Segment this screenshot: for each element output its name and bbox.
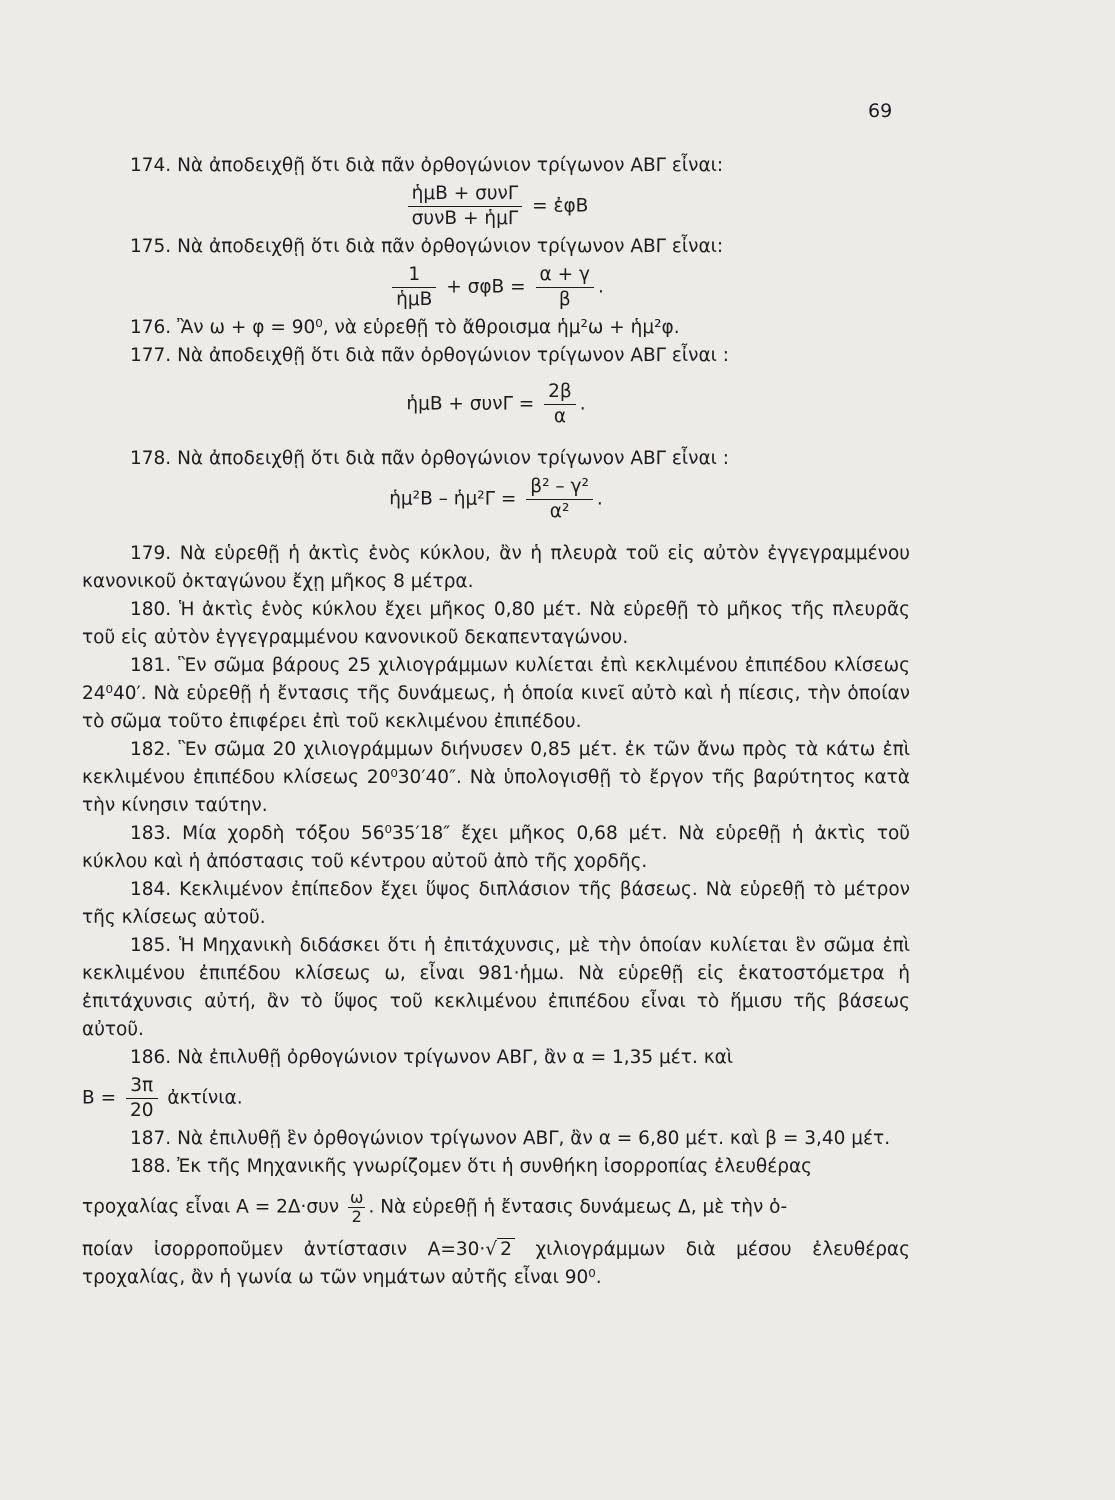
equation-178 <box>82 475 910 524</box>
equation-end: . <box>597 276 604 298</box>
text-segment: χιλιογράμμων διὰ μέσου ἐλευθέρας τροχαλίας, ἂν ἡ γωνία ω τῶν νημάτων αὐτῆς εἶναι 90⁰. <box>82 1239 910 1288</box>
problem-175: 175. Νὰ ἀποδειχθῇ ὅτι διὰ πᾶν ὀρθογώνιον τρίγωνον ΑΒΓ εἶναι: <box>130 236 724 257</box>
equation-lhs: Β = <box>82 1087 117 1109</box>
problem-186-continued <box>82 1074 910 1123</box>
equation-lhs: ἡμ²Β – ἡμ²Γ = <box>389 488 517 510</box>
problem-187: 187. Νὰ ἐπιλυθῇ ἓν ὀρθογώνιον τρίγωνον ΑΒΓ, ἂν α = 6,80 μέτ. καὶ β = 3,40 μέτ. <box>130 1128 891 1149</box>
problem-179: 179. Νὰ εὑρεθῇ ἡ ἀκτὶς ἑνὸς κύκλου, ἂν ἡ πλευρὰ τοῦ εἰς αὐτὸν ἐγγεγραμμένου κανονικοῦ ὀκταγώνου ἔχῃ μῆκος 8 μέτρα. <box>82 543 910 592</box>
denominator: α <box>544 404 576 429</box>
numerator: 3π <box>130 1075 154 1096</box>
numerator: β² – γ² <box>530 476 589 497</box>
equation-end: ἀκτίνια. <box>167 1087 243 1109</box>
equation-end: . <box>579 393 586 415</box>
fraction <box>126 1074 158 1123</box>
problem-184: 184. Κεκλιμένον ἐπίπεδον ἔχει ὕψος διπλάσιον τῆς βάσεως. Νὰ εὑρεθῇ τὸ μέτρον τῆς κλίσεως αὐτοῦ. <box>82 879 910 928</box>
problem-186: 186. Νὰ ἐπιλυθῇ ὀρθογώνιον τρίγωνον ΑΒΓ, ἂν α = 1,35 μέτ. καὶ <box>130 1047 734 1068</box>
problem-177: 177. Νὰ ἀποδειχθῇ ὅτι διὰ πᾶν ὀρθογώνιον τρίγωνον ΑΒΓ εἶναι : <box>130 345 730 366</box>
sqrt-argument: 2 <box>497 1238 515 1260</box>
numerator: 2β <box>548 381 572 402</box>
text-segment: ποίαν ἰσορροποῦμεν ἀντίστασιν Α=30·√ <box>82 1239 498 1260</box>
equation-175 <box>82 263 910 312</box>
fraction <box>408 182 523 231</box>
fraction <box>392 263 436 312</box>
problem-174: 174. Νὰ ἀποδειχθῇ ὅτι διὰ πᾶν ὀρθογώνιον τρίγωνον ΑΒΓ εἶναι: <box>130 155 724 176</box>
equation-end: . <box>596 488 603 510</box>
numerator: 1 <box>408 264 421 285</box>
problem-185: 185. Ἡ Μηχανικὴ διδάσκει ὅτι ἡ ἐπιτάχυνσις, μὲ τὴν ὁποίαν κυλίεται ἓν σῶμα ἐπὶ κεκλιμένου ἐπιπέδου κλίσεως ω, εἶναι 981·ἡμω. Νὰ εὑρεθῇ εἰς ἑκατοστόμετρα ἡ ἐπιτάχυνσις αὐτή, ἂν τὸ ὕψος τοῦ κεκλιμένου ἐπιπέδου εἶναι τὸ ἥμισυ τῆς βάσεως αὐτοῦ. <box>82 935 910 1040</box>
equation-rhs: = ἐφΒ <box>532 195 589 217</box>
numerator: ω <box>350 1188 364 1207</box>
equation-lhs: ἡμΒ + συνΓ = <box>406 393 535 415</box>
denominator: 2 <box>348 1207 365 1226</box>
fraction <box>536 263 594 312</box>
page-number: 69 <box>868 100 893 122</box>
problem-188-line1: 188. Ἐκ τῆς Μηχανικῆς γνωρίζομεν ὅτι ἡ συνθήκη ἰσορροπίας ἐλευθέρας <box>130 1156 813 1177</box>
problem-181: 181. Ἓν σῶμα βάρους 25 χιλιογράμμων κυλίεται ἐπὶ κεκλιμένου ἐπιπέδου κλίσεως 24⁰40′. Νὰ εὑρεθῇ ἡ ἔντασις τῆς δυνάμεως, ἡ ὁποία κινεῖ αὐτὸ καὶ ἡ πίεσις, τὴν ὁποίαν τὸ σῶμα τοῦτο ἐπιφέρει ἐπὶ τοῦ κεκλιμένου ἐπιπέδου. <box>82 655 910 732</box>
equation-middle: + σφΒ = <box>446 276 526 298</box>
problem-180: 180. Ἡ ἀκτὶς ἑνὸς κύκλου ἔχει μῆκος 0,80 μέτ. Νὰ εὑρεθῇ τὸ μῆκος τῆς πλευρᾶς τοῦ εἰς αὐτὸν ἐγγεγραμμένου κανονικοῦ δεκαπενταγώνου. <box>82 599 910 648</box>
fraction <box>526 475 593 524</box>
denominator: 20 <box>126 1098 158 1123</box>
equation-177 <box>82 380 910 429</box>
fraction <box>348 1189 365 1226</box>
problem-182: 182. Ἓν σῶμα 20 χιλιογράμμων διήνυσεν 0,85 μέτ. ἐκ τῶν ἄνω πρὸς τὰ κάτω ἐπὶ κεκλιμένου ἐπιπέδου κλίσεως 20⁰30′40″. Νὰ ὑπολογισθῇ τὸ ἔργον τῆς βαρύτητος κατὰ τὴν κίνησιν ταύτην. <box>82 739 910 816</box>
problem-183: 183. Μία χορδὴ τόξου 56⁰35′18″ ἔχει μῆκος 0,68 μέτ. Νὰ εὑρεθῇ ἡ ἀκτὶς τοῦ κύκλου καὶ ἡ ἀπόστασις τοῦ κέντρου αὐτοῦ ἀπὸ τῆς χορδῆς. <box>82 823 910 872</box>
numerator: α + γ <box>539 264 590 285</box>
denominator: α² <box>526 499 593 524</box>
denominator: ἡμΒ <box>392 287 436 312</box>
problem-188-line2 <box>82 1189 910 1226</box>
problem-176: 176. Ἂν ω + φ = 90⁰, νὰ εὑρεθῇ τὸ ἄθροισμα ἡμ²ω + ἡμ²φ. <box>130 317 680 338</box>
text-segment: . Νὰ εὑρεθῇ ἡ ἔντασις δυνάμεως Δ, μὲ τὴν ὁ- <box>368 1196 788 1218</box>
fraction <box>544 380 576 429</box>
denominator: συνΒ + ἡμΓ <box>408 206 523 231</box>
document-body <box>82 152 910 1292</box>
problem-178: 178. Νὰ ἀποδειχθῇ ὅτι διὰ πᾶν ὀρθογώνιον τρίγωνον ΑΒΓ εἶναι : <box>130 448 730 469</box>
numerator: ἡμΒ + συνΓ <box>411 183 519 204</box>
denominator: β <box>536 287 594 312</box>
equation-174 <box>82 182 910 231</box>
text-segment: τροχαλίας εἶναι Α = 2Δ·συν <box>82 1196 340 1218</box>
problem-188-line3 <box>82 1236 910 1292</box>
